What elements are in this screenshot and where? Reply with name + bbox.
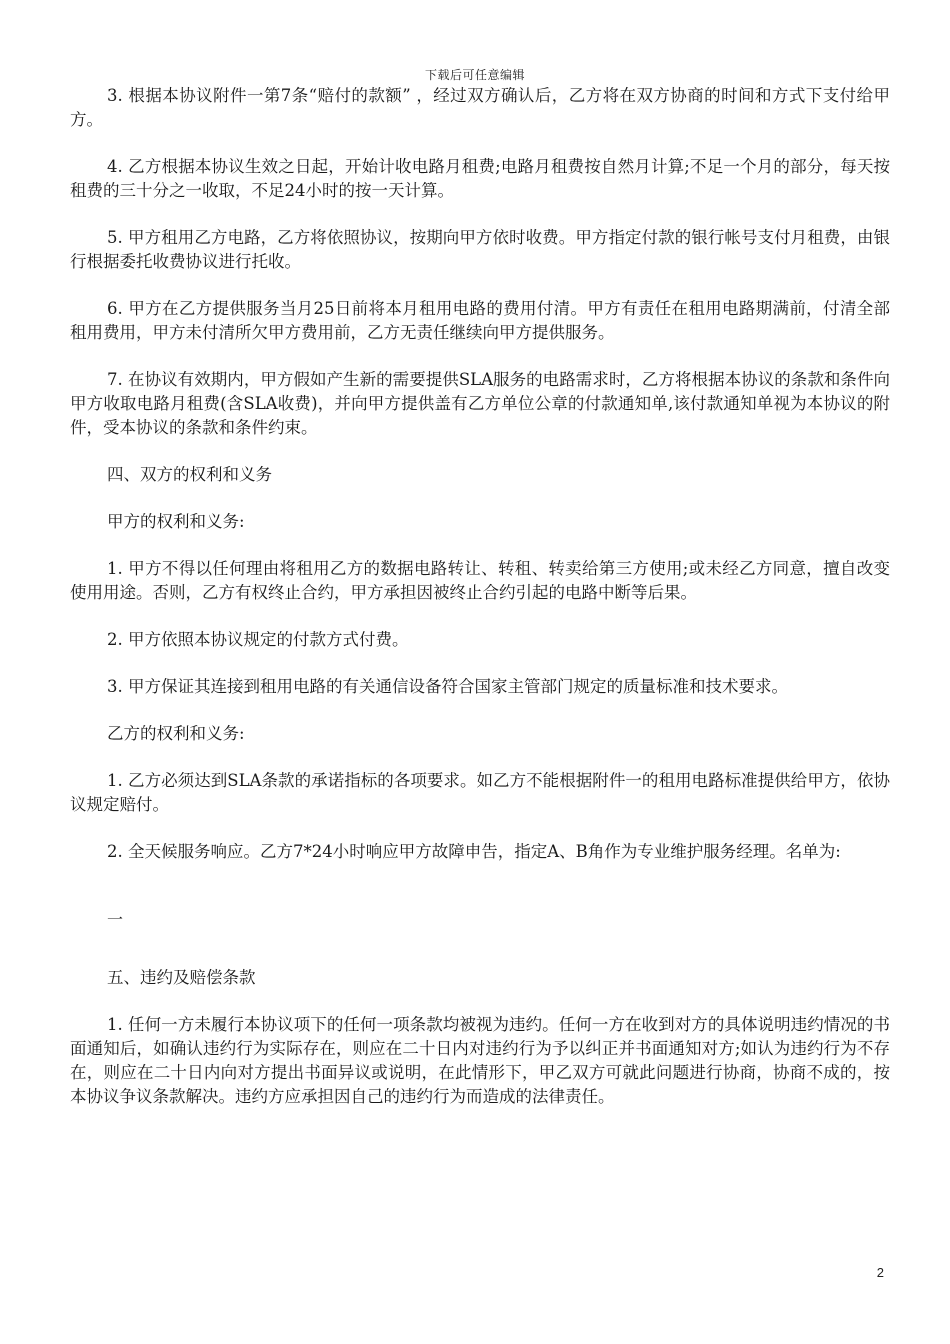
party-b-item: 2. 全天候服务响应。乙方7*24小时响应甲方故障申告，指定A、B角作为专业维护服务经理。名单为: [107, 842, 841, 861]
party-b-heading: 乙方的权利和义务: [107, 724, 245, 743]
clause-paragraph: 3. 根据本协议附件一第7条“赔付的款额” ，经过双方确认后，乙方将在双方协商的时间和方式下支付给甲方。 [70, 86, 890, 129]
party-a-item: 3. 甲方保证其连接到租用电路的有关通信设备符合国家主管部门规定的质量标准和技术要求。 [107, 677, 788, 696]
party-a-item: 2. 甲方依照本协议规定的付款方式付费。 [107, 630, 409, 649]
breach-item: 1. 任何一方未履行本协议项下的任何一项条款均被视为违约。任何一方在收到对方的具体说明违约情况的书面通知后，如确认违约行为实际存在，则应在二十日内对违约行为予以纠正并书面通知对方;如认为违约行为不存在，则应在二十日内向对方提出书面异议或说明，在此情形下，甲乙双方可就此问题进行协商，协商不成的，按本协议争议条款解决。违约方应承担因自己的违约行为而造成的法律责任。 [70, 1015, 890, 1106]
party-a-heading: 甲方的权利和义务: [107, 512, 245, 531]
section-heading-breach: 五、违约及赔偿条款 [107, 968, 256, 987]
party-a-item: 1. 甲方不得以任何理由将租用乙方的数据电路转让、转租、转卖给第三方使用;或未经乙方同意，擅自改变使用用途。否则，乙方有权终止合约，甲方承担因被终止合约引起的电路中断等后果。 [70, 559, 890, 602]
document-body [70, 84, 890, 1132]
clause-paragraph: 7. 在协议有效期内，甲方假如产生新的需要提供SLA服务的电路需求时，乙方将根据本协议的条款和条件向甲方收取电路月租费(含SLA收费)，并向甲方提供盖有乙方单位公章的付款通知单,该付款通知单视为本协议的附件，受本协议的条款和条件约束。 [70, 370, 890, 437]
clause-paragraph: 6. 甲方在乙方提供服务当月25日前将本月租用电路的费用付清。甲方有责任在租用电路期满前，付清全部租用费用，甲方未付清所欠甲方费用前，乙方无责任继续向甲方提供服务。 [70, 299, 890, 342]
clause-paragraph: 4. 乙方根据本协议生效之日起，开始计收电路月租费;电路月租费按自然月计算;不足一个月的部分，每天按租费的三十分之一收取，不足24小时的按一天计算。 [70, 157, 890, 200]
clause-paragraph: 5. 甲方租用乙方电路，乙方将依照协议，按期向甲方依时收费。甲方指定付款的银行帐号支付月租费，由银行根据委托收费协议进行托收。 [70, 228, 890, 271]
party-b-item: 1. 乙方必须达到SLA条款的承诺指标的各项要求。如乙方不能根据附件一的租用电路标准提供给甲方，依协议规定赔付。 [70, 771, 890, 814]
header-note: 下载后可任意编辑 [424, 68, 525, 82]
section-heading-rights: 四、双方的权利和义务 [107, 465, 272, 484]
page-number: 2 [876, 1265, 884, 1280]
list-dash-mark: 一 [107, 910, 124, 929]
